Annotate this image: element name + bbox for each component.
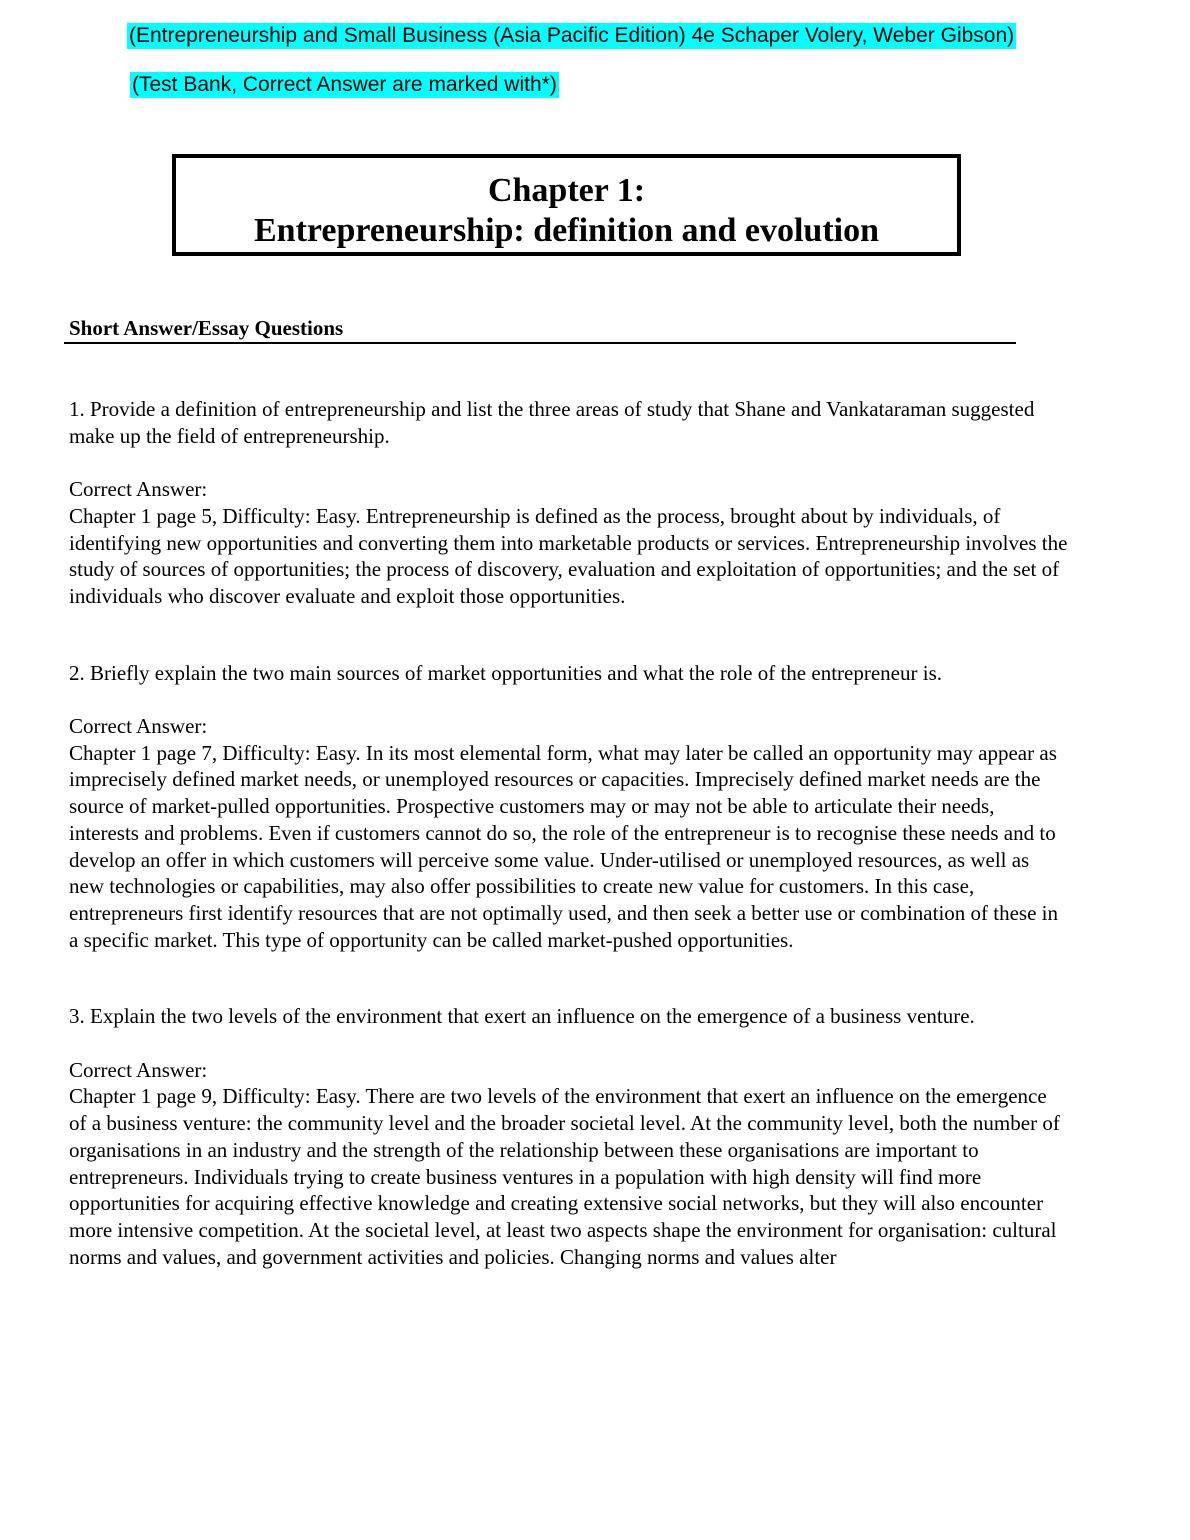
question-text: 2. Briefly explain the two main sources of market opportunities and what the role of the entrepreneur is.	[69, 660, 942, 685]
answer-text: Chapter 1 page 9, Difficulty: Easy. There are two levels of the environment that exert an influence on the emergence of a business venture: the community level and the broader societal level. At the community level, both the number of organisations in an industry and the strength of the relationship between these organisations are important to entrepreneurs. Individuals trying to create business ventures in a population with high density will find more opportunities for acquiring effective knowledge and creating extensive social networks, but they will also encounter more intensive competition. At the societal level, at least two aspects shape the environment for organisation: cultural norms and values, and government activities and policies. Changing norms and values alter	[69, 1084, 1060, 1269]
answer-label: Correct Answer:	[69, 714, 208, 738]
answer-label: Correct Answer:	[69, 1057, 208, 1082]
question-block-3	[69, 1003, 1069, 1270]
chapter-title-box	[172, 154, 961, 256]
header-note-line: (Test Bank, Correct Answer are marked with*)	[132, 73, 557, 96]
question-block-1	[69, 396, 1069, 610]
chapter-title: Entrepreneurship: definition and evolution	[253, 212, 879, 249]
questions-content	[69, 396, 1069, 1270]
answer-text: Chapter 1 page 5, Difficulty: Easy. Entrepreneurship is defined as the process, brought about by individuals, of identifying new opportunities and converting them into marketable products or services. Entrepreneurship involves the study of sources of opportunities; the process of discovery, evaluation and exploitation of opportunities; and the set of individuals who discover evaluate and exploit those opportunities.	[69, 503, 1068, 608]
answer-label: Correct Answer:	[69, 477, 208, 502]
section-heading: Short Answer/Essay Questions	[64, 316, 1016, 344]
question-block-2	[69, 660, 1069, 954]
header-title-line: (Entrepreneurship and Small Business (Asia Pacific Edition) 4e Schaper Volery, Weber Gibson)	[129, 24, 1015, 47]
answer-text: Chapter 1 page 7, Difficulty: Easy. In its most elemental form, what may later be called an opportunity may appear as imprecisely defined market needs, or unemployed resources or capacities. Imprecisely defined market needs are the source of market-pulled opportunities. Prospective customers may or may not be able to articulate their needs, interests and problems. Even if customers cannot do so, the role of the entrepreneur is to recognise these needs and to develop an offer in which customers will perceive some value. Under-utilised or unemployed resources, as well as new technologies or capabilities, may also offer possibilities to create new value for customers. In this case, entrepreneurs first identify resources that are not optimally used, and then seek a better use or combination of these in a specific market. This type of opportunity can be called market-pushed opportunities.	[69, 740, 1059, 952]
question-text: 3. Explain the two levels of the environment that exert an influence on the emergence of a business venture.	[69, 1004, 975, 1029]
chapter-number: Chapter 1:	[487, 172, 646, 209]
question-text: 1. Provide a definition of entrepreneurship and list the three areas of study that Shane and Vankataraman suggested make up the field of entrepreneurship.	[69, 397, 1035, 448]
